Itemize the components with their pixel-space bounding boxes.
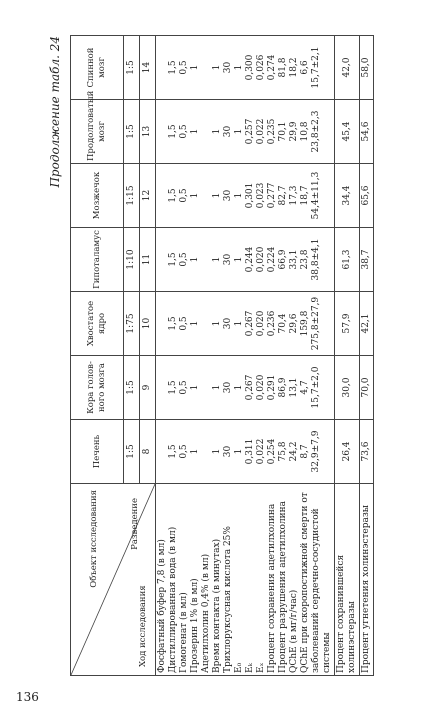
value: 29,9 xyxy=(289,121,299,142)
value: 0,301 xyxy=(245,182,255,209)
value: 1 xyxy=(190,384,200,391)
value: 17,3 xyxy=(289,185,299,206)
step-label: Гомогенат (в мл) xyxy=(179,592,189,673)
value: 1 xyxy=(190,128,200,135)
procedure-steps-cell xyxy=(156,484,335,676)
column-number: 9 xyxy=(140,356,156,420)
value: 1,5 xyxy=(168,380,178,395)
values-cerebellum xyxy=(156,164,335,228)
value xyxy=(201,422,212,481)
value: 30 xyxy=(223,317,233,330)
table-cell: 42,1 xyxy=(360,292,374,356)
value: 0,5 xyxy=(179,60,189,75)
value: 1 xyxy=(212,128,222,135)
value: 0,235 xyxy=(267,118,277,145)
value xyxy=(201,38,212,97)
value: 32,9±7,9 xyxy=(311,430,321,473)
value: 1 xyxy=(234,192,244,199)
value: 1,5 xyxy=(168,444,178,459)
value: 1 xyxy=(190,256,200,263)
dilution-cerebellum: 1:15 xyxy=(124,164,140,228)
value: 0,311 xyxy=(245,438,255,465)
col-header-liver: Печень xyxy=(71,420,124,484)
column-number: 12 xyxy=(140,164,156,228)
value: 23,8±2,3 xyxy=(311,110,321,153)
diagonal-header-cell xyxy=(71,484,156,676)
value: 4,7 xyxy=(300,380,310,395)
values-liver xyxy=(156,420,335,484)
value: 15,7±2,0 xyxy=(311,366,321,409)
value: 30 xyxy=(223,189,233,202)
value: 30 xyxy=(223,253,233,266)
value: 0,5 xyxy=(179,444,189,459)
value: 1,5 xyxy=(168,124,178,139)
values-caudate xyxy=(156,292,335,356)
dilution-caudate: 1:75 xyxy=(124,292,140,356)
col-header-cerebellum: Мозжечок xyxy=(71,164,124,228)
value: 33,1 xyxy=(289,249,299,270)
value: 0,300 xyxy=(245,54,255,81)
value: 1 xyxy=(234,64,244,71)
table-cell: 58,0 xyxy=(360,36,374,100)
step-label: Процент разрушения ацетилхолина xyxy=(278,500,288,673)
col-header-cortex: Кора голов-ного мозга xyxy=(71,356,124,420)
value: 70,1 xyxy=(278,121,288,142)
value: 0,267 xyxy=(245,310,255,337)
value: 10,8 xyxy=(300,121,310,142)
table-cell: 42,0 xyxy=(335,36,360,100)
value: 1 xyxy=(212,256,222,263)
table-cell: 65,6 xyxy=(360,164,374,228)
value: 1 xyxy=(190,320,200,327)
value: 70,4 xyxy=(278,313,288,334)
value: 1 xyxy=(234,320,244,327)
value: 1 xyxy=(234,448,244,455)
value xyxy=(201,166,212,225)
value: 13,1 xyxy=(289,377,299,398)
step-label: Ацетилхолин 0,4% (в мл) xyxy=(201,553,211,673)
object-label: Объект исследования xyxy=(89,490,99,588)
column-number: 8 xyxy=(140,420,156,484)
value: 8,7 xyxy=(300,444,310,459)
value: 0,277 xyxy=(267,182,277,209)
table-cell: 38,7 xyxy=(360,228,374,292)
row-label-inhibited-cholinesterase: Процент угнетения холинэстеразы xyxy=(360,484,374,676)
value: 38,8±4,1 xyxy=(311,238,321,281)
continuation-label: Продолжение табл. 24 xyxy=(48,36,62,188)
value: 1 xyxy=(212,192,222,199)
rotated-table-area xyxy=(44,36,380,676)
value: 0,023 xyxy=(256,182,266,209)
value: 23,8 xyxy=(300,249,310,270)
value xyxy=(201,230,212,289)
value: 82,7 xyxy=(278,185,288,206)
value: 0,254 xyxy=(267,438,277,465)
value: 0,5 xyxy=(179,124,189,139)
value: 0,5 xyxy=(179,380,189,395)
value: 1,5 xyxy=(168,316,178,331)
dilution-cortex: 1:5 xyxy=(124,356,140,420)
value: 30 xyxy=(223,125,233,138)
value: 0,022 xyxy=(256,438,266,465)
value: 6,6 xyxy=(300,60,310,75)
value: 1 xyxy=(234,384,244,391)
table-cell: 61,3 xyxy=(335,228,360,292)
value: 30 xyxy=(223,61,233,74)
col-header-hypothalamus: Гипоталамус xyxy=(71,228,124,292)
page-number: 136 xyxy=(16,690,39,704)
value xyxy=(201,294,212,353)
value: 18,7 xyxy=(300,185,310,206)
value: 54,4±11,3 xyxy=(311,171,321,220)
column-number: 14 xyxy=(140,36,156,100)
value: 86,9 xyxy=(278,377,288,398)
value: 66,9 xyxy=(278,249,288,270)
table-cell: 70,0 xyxy=(360,356,374,420)
value: 24,2 xyxy=(289,441,299,462)
col-header-medulla: Продолговатый мозг xyxy=(71,100,124,164)
col-header-caudate: Хвостатое ядро xyxy=(71,292,124,356)
values-hypothalamus xyxy=(156,228,335,292)
value: 1 xyxy=(212,320,222,327)
value: 0,244 xyxy=(245,246,255,273)
step-label: QChE (в мг/г/час) xyxy=(289,589,299,673)
value: 0,257 xyxy=(245,118,255,145)
value: 0,224 xyxy=(267,246,277,273)
step-label: Фосфатный буфер 7,8 (в мл) xyxy=(157,539,167,673)
value: 1 xyxy=(190,64,200,71)
step-label: Трихлоруксусная кислота 25% xyxy=(223,526,233,673)
value: 1,5 xyxy=(168,60,178,75)
dilution-hypothalamus: 1:10 xyxy=(124,228,140,292)
column-number: 11 xyxy=(140,228,156,292)
col-header-spinal-cord: Спинной мозг xyxy=(71,36,124,100)
step-label: Прозерин 1% (в мл) xyxy=(190,578,200,673)
step-label: Дистиллированная вода (в мл) xyxy=(168,526,178,673)
value: 0,274 xyxy=(267,54,277,81)
table-cell: 57,9 xyxy=(335,292,360,356)
value: 0,022 xyxy=(256,118,266,145)
value: 30 xyxy=(223,445,233,458)
table-cell: 34,4 xyxy=(335,164,360,228)
values-spinal-cord xyxy=(156,36,335,100)
data-table xyxy=(70,35,374,676)
step-label: Eₓ xyxy=(256,662,266,673)
dilution-medulla: 1:5 xyxy=(124,100,140,164)
step-label: Процент сохранения ацетилхолина xyxy=(267,503,277,673)
procedure-label: Ход исследования xyxy=(138,585,148,667)
value: 0,5 xyxy=(179,252,189,267)
value: 0,291 xyxy=(267,374,277,401)
value: 159,8 xyxy=(300,310,310,337)
value: 0,267 xyxy=(245,374,255,401)
value: 15,7±2,1 xyxy=(311,46,321,89)
value: 75,8 xyxy=(278,441,288,462)
row-label-preserved-cholinesterase: Процент сохранившейся холинэстеразы xyxy=(335,484,360,676)
value: 1 xyxy=(190,448,200,455)
value: 30 xyxy=(223,381,233,394)
value: 81,8 xyxy=(278,57,288,78)
value: 0,5 xyxy=(179,316,189,331)
table-cell: 30,0 xyxy=(335,356,360,420)
step-label: Eₖ xyxy=(245,663,255,673)
table-cell: 45,4 xyxy=(335,100,360,164)
value: 1 xyxy=(190,192,200,199)
table-cell: 73,6 xyxy=(360,420,374,484)
value: 29,6 xyxy=(289,313,299,334)
values-medulla xyxy=(156,100,335,164)
value: 0,020 xyxy=(256,310,266,337)
table-cell: 54,6 xyxy=(360,100,374,164)
value: 0,026 xyxy=(256,54,266,81)
table-cell: 26,4 xyxy=(335,420,360,484)
step-label: E₀ xyxy=(234,662,244,673)
step-label: Время контакта (в минутах) xyxy=(212,538,222,673)
value: 1,5 xyxy=(168,252,178,267)
value: 1 xyxy=(234,256,244,263)
step-label: QChE при скоропостижной смерти от заболеваний сердечно-сосудистой системы xyxy=(300,492,332,673)
dilution-liver: 1:5 xyxy=(124,420,140,484)
value: 0,5 xyxy=(179,188,189,203)
column-number: 13 xyxy=(140,100,156,164)
value: 1 xyxy=(234,128,244,135)
value: 1,5 xyxy=(168,188,178,203)
value: 0,020 xyxy=(256,374,266,401)
values-cortex xyxy=(156,356,335,420)
value xyxy=(201,102,212,161)
dilution-spinal-cord: 1:5 xyxy=(124,36,140,100)
value: 1 xyxy=(212,64,222,71)
value: 0,236 xyxy=(267,310,277,337)
value: 0,020 xyxy=(256,246,266,273)
value: 1 xyxy=(212,448,222,455)
dilution-label: Разведение xyxy=(130,498,140,550)
column-number: 10 xyxy=(140,292,156,356)
value: 18,2 xyxy=(289,57,299,78)
value xyxy=(201,358,212,417)
value: 275,8±27,9 xyxy=(311,296,321,351)
value: 1 xyxy=(212,384,222,391)
